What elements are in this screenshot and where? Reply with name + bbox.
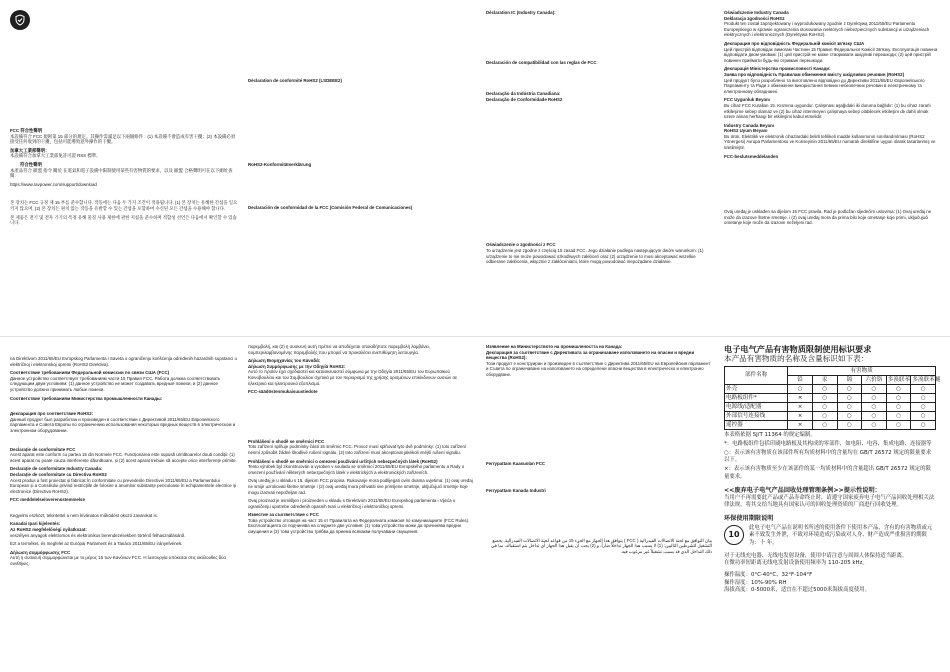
table-cell: ○ [886,384,911,393]
fcc-pl-text: To urządzenie jest zgodne z częścią 15 zasad FCC. Jego działanie podlega następującym dwóm warunkom: (1) urządzenie to nie może powodować szkodliwych zakłóceń oraz (2) urządzenie to musi akceptować wszelkie odbierane zakłócenia, włącznie z zakłóceniami, które mogą powodować niepożądane działanie. [486,247,704,265]
fcc-cs-text: Toto zařízení splňuje podmínky části 15 směrnic FCC. Provoz musí splňovat tyto dvě podmínky: (1) toto zařízení nesmí způsobit žádné škodlivé rušení signálu, (2) toto zařízení musí akceptovat jakékoli vnější rušení signálu. [248,444,467,455]
fcc-ru-heading: Соответствие требованиям Федеральной комиссии по связи США (FCC) [10,370,170,376]
table-header-col: 镉 [837,375,862,384]
rohs-title: 电子电气产品有害物质限制使用标识要求 [724,344,872,354]
rohs-cn-title: 符合性聲明 [20,161,42,167]
table-cell: ○ [812,402,837,411]
fcc-es-compat-heading: Declaración de compatibilidad con las reglas de FCC [486,59,597,65]
rohs-uk-heading: Заява про відповідність Правилам обмеження вмісту шкідливих речовин (RoHS2) [724,71,905,77]
env-period-heading: 环保使用期限说明 [724,515,774,523]
table-cell: ○ [886,402,911,411]
rohs-cn-text: 本產品符合 歐盟 指令 關於 在電氣和電子設備中限制使用某些有害物質的要求，以及 歐盟 合格聲明可在以下網址查閱： [10,167,233,179]
spec-altitude: 海拔高度：0-5000米，适宜在不超过5000米海拔高度使用。 [724,587,871,594]
table-cell: ○ [911,393,936,402]
ic-pt-heading: Declaração da Indústria Canadiana: [486,91,561,97]
table-cell: × [788,402,813,411]
rohs-note-standard: 本表格依据 SJ/T 11364 的规定编制。 [724,431,816,438]
table-cell: ○ [862,402,887,411]
top-column-3 [486,10,712,330]
fcc-uk-text: Цей пристрій відповідає вимогам Частини 15 Правил Федеральної Комісії Зв'язку. Експлуатація повинна відповідати двом умовам: (1) цей пристрій не може створювати шкідливі перешкоди; (2) цей пристрій повинен приймати будь-які отримані перешкоди. [724,46,938,63]
rohs-de-heading: RoHS2-Konformitätserklärung [248,161,312,167]
ic-cn-title: 加拿大工業部聲明： [10,147,50,153]
table-cell-part: 外壳 [725,384,788,393]
fcc-fi-heading: FCC-säädöstenmukaisuustiedote [248,389,318,395]
table-cell: ○ [837,411,862,420]
rohs-ro-heading: Declarație de conformitate cu Directiva RoHS2 [10,471,107,477]
fcc-ar-text: بيان التوافق مع لجنة الاتصالات الفيدرالية ( FCC ) يتوافق هذا الجهاز مع الجزء 15 من قواعد لجنة الاتصالات الفيدرالية. يخضع التشغيل للشرطين التاليين: (1) لا يسبب هذا الجهاز تداخلاً ضاراً، و (2) يجب أن يقبل هذا الجهاز أي تداخل يتم استقباله، بما في ذلك التداخل الذي قد يسبب تشغيلاً غير مرغوب فيه. [491,537,712,554]
table-row [725,420,936,429]
ic-el-heading: Δήλωση Βιομηχανίας του Καναδά: [248,358,321,364]
top-column-4 [724,10,938,330]
shield-check-icon [10,10,30,30]
rohs-hu-text: veszélyes anyagok elektromos és elektronikus berendezésekben történő felhasználásáról. [10,532,186,538]
spec-line: 对于无线充电器、无线电发射设备，使用中请注意与周围人体保持适当距离。 [724,552,908,559]
rohs-hu-heading: Az RoHS2 megfelelőségi nyilatkozat: [10,527,87,533]
shield-glyph [14,14,26,26]
spec-line: 在微功率短距离无线电发射设备使用频率为 110-205 kHz。 [724,560,868,567]
table-cell: ○ [911,420,936,429]
table-header-col: 多溴联苯 [887,376,911,383]
fcc-cn-text: 本設備符合 FCC 規則第 15 部分的規定。其操作需滿足以下兩個條件：(1) 本設備不會造成有害干擾；(2) 本設備必須接受任何收到的干擾，包括可能導致意外操作的干擾。 [10,133,236,145]
ic-fr-heading: Déclaration IC (Industry Canada): [486,10,556,15]
table-cell: ○ [862,384,887,393]
fcc-sr-text: Ovaj uređaj je usklađen sa dijelom 15 FCC pravila. Rad je podložan sljedećim uslovima: (1) Ovaj uređaj ne može da izazove štetne smetnje, i (2) ovaj uređaj mora da prima bilo koje ometanje koje primi, uključujući ometanje koje može da izazove neželjeni rad. [724,209,932,226]
fold-line [0,336,950,337]
table-cell-part: 遥控器 [725,420,788,429]
rohs-note-3: ×：表示该有害物质至少在该部件的某一均质材料中的含量超出 GB/T 26572 规定的限量要求。 [724,466,931,480]
rohs-el-text: Αυτό το προϊόν έχει σχεδιαστεί και κατασκευαστεί σύμφωνα με την Οδηγία 2011/65/EU του Ευρωπαϊκού Κοινοβουλίου και του Συμβουλίου σχετικά με τον περιορισμό της χρήσης ορισμένων επικίνδυνων ουσιών σε ηλεκτρικό και ηλεκτρονικό εξοπλισμό. [248,369,458,386]
weee-heading: <<废弃电子电气产品回收处理管理条例>>提示性说明： [724,486,881,494]
rohs-note-2: ○：表示该有害物质在该部件所有均质材料中的含量均在 GB/T 26572 规定的限量要求以下。 [724,449,932,464]
table-cell: ○ [886,411,911,420]
rohs-cs-heading: Prohlášení o shodě se směrnicí o omezení používání určitých nebezpečných látek (RoHS2) [248,458,438,464]
rohs-sr-text: na Direktivom 2011/65/EU Evropskog Parlamenta i Saveta o ograničenju korišćenja određenih hazardnih supstanci u električnoj i elektronskoj opremi (RoHS2 Direktiva). [10,356,237,367]
hazardous-substance-table [724,366,941,430]
table-cell: ○ [812,384,837,393]
fcc-bg-text: Това устройство отговаря на част 15 от Правилата на Федералната комисия по комуникациите (FCC Rules). Експлоатацията се подчинява на следните две условия: (1) това устройство може да причинява вредни смущения и (2) това устройство трябва да приема всякакви получавани смущения. [248,517,470,535]
table-cell-part: 电路板组件* [725,393,788,402]
fcc-tr-text: Bu cihaz FCC Kuralları 15. Kısmına uygundur. Çalışması aşağıdaki iki duruma bağlıdır: (1) bu cihaz zararlı etkileşime sebep olamaz ve (2) bu cihaz istenmeyen çalışmaya sebep olabilecek etkileşim de dahil olmak üzere alınan herhangi bir etkileşimi kabul etmelidir. [724,102,931,120]
table-row [725,393,936,402]
table-cell: ○ [911,384,936,393]
bottom-column-1 [10,356,238,668]
ic-ru-heading: Соответствие требованиям Министерства промышленности Канады: [10,395,163,401]
fcc-ru-text: Данное устройство соответствует требованиям части 15 Правил FCC. Работа должна соответствовать следующим двум условиям: (1) данное устройство не может создавать вредные помехи, и (2) данное устройство должно принимать любые помехи. [10,375,221,392]
table-cell: ○ [837,393,862,402]
fcc-el-text-cont: παρεμβολή, και (2) η συσκευή αυτή πρέπει να αποδέχεται οποιαδήποτε παρεμβολή λαμβάνει, συμπεριλαμβανομένης παρεμβολής που μπορεί να προκαλέσει ανεπιθύμητη λειτουργία. [248,344,430,355]
table-header-col: 多溴联苯醚 [912,376,941,383]
table-cell: ○ [862,393,887,402]
table-cell: ○ [862,411,887,420]
rohs-pl-heading: Deklaracja zgodności RoHS2 [724,15,785,21]
rohs-el-heading: Δήλωση Συμμόρφωσης με την Οδηγία RoHS2: [248,363,346,369]
rohs-ru-text: Данный продукт был разработан и произведен в соответствии с Директивой 2011/65/EU Европейского парламента и Совета Европы по ограничению использования некоторых вредных веществ в электрическом и электронном оборудовании. [10,416,236,433]
bottom-column-2 [248,344,474,668]
table-cell: ○ [837,384,862,393]
table-cell: × [788,420,813,429]
rohs-note-1: *：电路板组件包括印刷电路板及其构成的零部件，如电阻、电容、集成电路、连接器等 [724,440,932,447]
table-header-col: 六价铬 [862,375,887,384]
table-cell: ○ [862,420,887,429]
table-cell: ○ [788,384,813,393]
fcc-hr-text: Ovaj uređaj je u skladu s 15. dijelom FCC propisa. Rukovanje mora podlijegati ovim dvama uvjetima: (1) ovaj uređaj ne smije uzrokovati štetne smetnje i (2) ovaj uređaj mora prihvatiti sve primljene smetnje, uključujući smetnje koje mogu izazvati nepoželjan rad. [248,478,473,495]
fcc-cs-heading: Prohlášení o shodě se směrnicí FCC [248,438,325,444]
table-cell: ○ [837,420,862,429]
table-cell: × [788,393,813,402]
table-row [725,384,936,393]
table-cell: × [788,411,813,420]
table-cell: ○ [812,393,837,402]
table-cell: ○ [886,393,911,402]
table-cell: ○ [837,402,862,411]
table-cell-part: 外部信号连接线 [725,411,788,420]
table-cell: ○ [911,402,936,411]
fcc-ro-text: Acest aparat este conform cu partea 15 din Normele FCC. Funcționarea este supusă următoarelor două condiții: (1) acest aparat nu poate cauza interferențe dăunătoare, și (2) acest aparat trebuie să accepte orice interferențe primite. [10,452,237,463]
ic-ro-heading: Declarație de conformitate Industry Canada: [10,466,103,472]
rohs-ru-heading: Декларация про соответствие RoHS2: [10,411,94,417]
fcc-uk-heading: Декларация про відповідність Федеральній комісії зв'язку США [724,40,865,46]
rohs-ko-text: 본 제품은 전기 및 전자 기기의 특정 유해 물질 사용 제한에 관한 지침을 준수하며 적합성 선언은 다음에서 확인할 수 있습니다. [10,214,237,226]
fcc-es-heading: Declaración de conformidad de la FCC (Comisión Federal de Comunicaciones) [248,205,413,211]
rohs-china-panel [724,344,941,595]
fcc-el-heading: Δήλωση συμμόρφωσης FCC [10,549,71,555]
rohs-ro-text: Acest produs a fost proiectat și fabricat în conformitate cu prevederile Directivei 2011/65/EU a Parlamentului European și a Consiliului privind restricțiile de folosire a anumitor substanțe periculoase în echipamentele electrice și electronice (Directiva RoHS2). [10,477,237,494]
ic-uk-heading: Декларація Міністерства промисловості Канади: [724,66,831,72]
table-row [725,411,936,420]
spec-operating-temp: 操作温度：0°C-40°C、32°F-104°F [724,571,813,578]
ic-id-heading: Ferrypattam Kanada Industri [486,488,546,494]
table-cell: ○ [812,411,837,420]
fcc-tr-heading: FCC Uygunluk Beyanı [724,97,770,103]
fcc-ko-text: 본 장치는 FCC 규정 제 15 부를 준수합니다. 작동에는 다음 두 가지 조건이 적용됩니다. (1) 본 장치는 유해한 간섭을 일으키지 않으며, (2) 본 장치는 원치 않는 작동을 유발할 수 있는 간섭을 포함하여 수신된 모든 간섭을 수용해야 합니다. [10,200,238,211]
table-cell: ○ [886,420,911,429]
rohs-hr-text: Ovaj proizvod je osmišljen i proizveden u skladu s Direktivom 2011/65/EU Europskog parlamenta i Vijeća o ograničenju upotrebe određenih opasnih tvari u električnoj i elektroničkoj opremi. [248,498,456,509]
fcc-cn-title: FCC 符合性聲明 [10,128,43,133]
fcc-el-text: Αυτή η συσκευή συμμορφώνεται με το μέρος 15 των Κανόνων FCC. Η λειτουργία υπόκειται στις ακόλουθες δύο συνθήκες. [10,555,226,567]
env-period-text: 此电子电气产品在说明书所述的使用条件下使用本产品，含有的有害物质或元素不致发生外泄，不致对环境造成污染或对人身、财产造成严重损害的期限为：十 年。 [749,525,933,546]
spec-operating-humidity: 操作湿度：10%-90% RH [724,579,787,586]
fcc-pl-heading: Oświadczenie o zgodności z FCC [486,242,556,248]
table-header-group: 有害物质 [788,366,936,375]
fcc-bg-heading: Известие за съответствие с FCC [248,512,319,518]
rohs-bg-heading: Декларация за съответствие с Директивата за ограничаване използването на опасни и вредни вещества (RoHS2): [486,349,695,361]
top-column-1 [10,128,238,318]
ic-pl-heading: Oświadczenie Industry Canada [724,10,789,15]
table-header-part: 部件名称 [725,366,788,384]
ic-hu-heading: Kanadai Ipari kijelentés: [10,521,61,527]
ic-bg-heading: Изявление на Министерството на промишлеността на Канада: [486,344,623,349]
doc-link: https://www.ravpower.com/support/download [10,181,97,187]
table-cell-part: 电源线/适配器 [725,402,788,411]
fcc-hu-text: Kegyelmi eszközt, tekintettel a nem kívánatos működést okozó zavarokat is. [10,512,158,518]
fcc-id-heading: Ferrypattam Kaasuolan FCC [486,460,546,466]
rohs-hu-text-2: Ezt a terméket, és megfelel az Európai Parlament és a Tanács 2011/65/EU irányelvének. [10,541,183,547]
top-column-2 [248,78,474,318]
rohs-fr-heading: Déclaration de conformité RoHS2 (LSDEEE2) [248,78,342,83]
rohs-uk-text: Цей продукт було розроблено та виготовлено відповідно до Директиви 2011/65/EU Європейського Парламенту та Ради з обмеження використання певних небезпечних речовин в електричному та електронному обладнанні. [724,77,925,94]
table-header-col: 铅 [788,375,813,384]
rohs-pl-text: Produkt ten został zaprojektowany i wyprodukowany zgodnie z Dyrektywą 2011/65/EU Parlamentu Europejskiego w sprawie ograniczenia stosowania niektórych niebezpiecznych substancji w urządzeniach elektrycznych i elektronicznych (Dyrektywa RoHS2). [724,21,930,38]
fcc-hu-heading: FCC meddelelse/overensstemmelse [10,497,85,503]
table-row [725,402,936,411]
table-cell: ○ [812,420,837,429]
ic-tr-heading: Industry Canada Beyanı [724,122,775,128]
rohs-pt-heading: Declaração de Conformidade RoHS2 [486,96,563,102]
rohs-subtitle: 本产品有害物质的名称及含量标识如下表： [724,354,869,363]
rohs-tr-text: Bu ürün, Elektrikli ve elektronik cihazlardaki belirli tehlikeli madde kullanımının sınırlandırılması (RoHS2 Yönergesi) Avrupa Parlamentosu ve Konseyinin 2011/65/EU numaralı direktifine uygun olarak tasarlanmış ve üretilmiştir. [724,133,936,151]
table-header-col: 汞 [812,375,837,384]
fcc-sv-heading: FCC-beslutsmeddelanden [724,153,779,159]
fcc-ro-heading: Declarație de conformitate FCC [10,446,76,452]
table-cell: ○ [911,411,936,420]
env-period-10-icon: 10 [724,525,744,545]
rohs-tr-heading: RoHS2 Uyum Beyanı [724,128,768,134]
bottom-column-3 [486,344,712,668]
ic-cn-text: 本設備符合加拿大工業部免許可證 RSS 標準。 [10,153,101,159]
env-period-row [724,525,936,547]
weee-text: 当用户不再需要此产品或产品寿命终止时，请遵守国家废弃电子电气产品回收处理相关法律法规，将其交给当地具有国家认可的回收处理资质的厂商进行回收处理。 [724,494,935,508]
rohs-cs-text: Tento výrobek byl zkonstruován a vyroben v souladu se směrnicí 2011/65/EU Evropského parlamentu a Rady o omezení používání některých nebezpečných látek v elektrických a elektronických zařízeních. [248,464,465,475]
rohs-bg-text: Този продукт е конструиран и произведен в съответствие с Директива 2011/65/EU на Европейския парламент и Съвета по ограничаване на използването на определени опасни вещества в електрическо и електронно оборудване. [486,360,711,377]
